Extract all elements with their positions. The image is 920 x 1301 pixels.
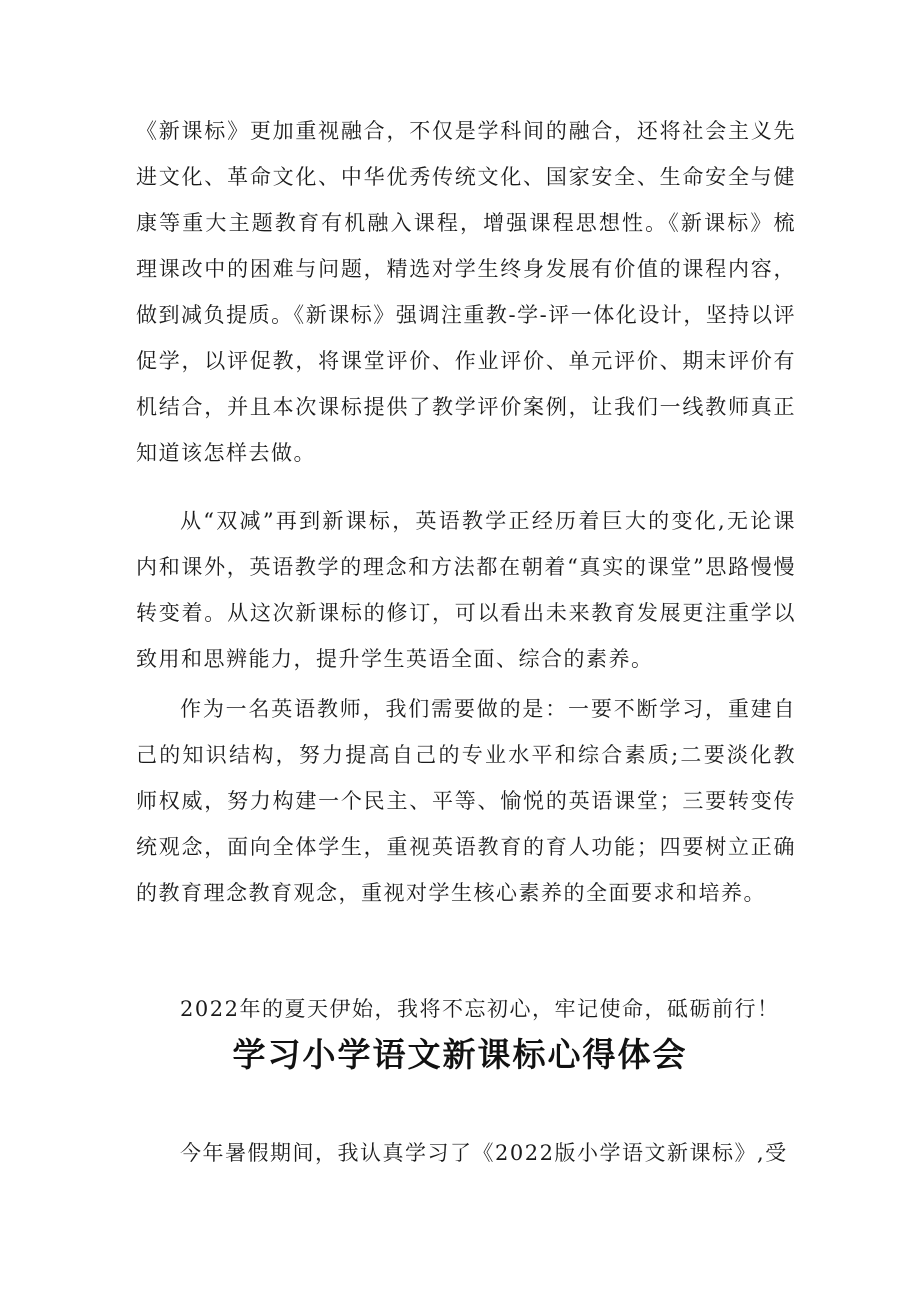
paragraph-double-reduction: 从“双减”再到新课标，英语教学正经历着巨大的变化,无论课内和课外，英语教学的理念和方法都在朝着“真实的课堂”思路慢慢转变着。从这次新课标的修订，可以看出未来教育发展更注重学以致用和思辨能力，提升学生英语全面、综合的素养。 <box>136 509 796 671</box>
paragraph-curriculum-integration: 《新课标》更加重视融合，不仅是学科间的融合，还将社会主义先进文化、革命文化、中华优秀传统文化、国家安全、生命安全与健康等重大主题教育有机融入课程，增强课程思想性。《新课标》梳理课改中的困难与问题，精选对学生终身发展有价值的课程内容，做到减负提质。《新课标》强调注重教-学-评一体化设计，坚持以评促学，以评促教，将课堂评价、作业评价、单元评价、期末评价有机结合，并且本次课标提供了教学评价案例，让我们一线教师真正知道该怎样去做。 <box>136 119 796 465</box>
paragraph-teacher-tasks: 作为一名英语教师，我们需要做的是：一要不断学习，重建自己的知识结构，努力提高自己的专业水平和综合素质;二要淡化教师权威，努力构建一个民主、平等、愉悦的英语课堂；三要转变传统观念，面向全体学生，重视英语教育的育人功能；四要树立正确的教育理念教育观念，重视对学生核心素养的全面要求和培养。 <box>136 697 796 905</box>
closing-sentence: 2022年的夏天伊始，我将不忘初心，牢记使命，砥砺前行！ <box>180 997 780 1021</box>
paragraph-new-section-intro: 今年暑假期间，我认真学习了《2022版小学语文新课标》,受 <box>180 1141 788 1165</box>
section-title: 学习小学语文新课标心得体会 <box>232 1035 688 1074</box>
